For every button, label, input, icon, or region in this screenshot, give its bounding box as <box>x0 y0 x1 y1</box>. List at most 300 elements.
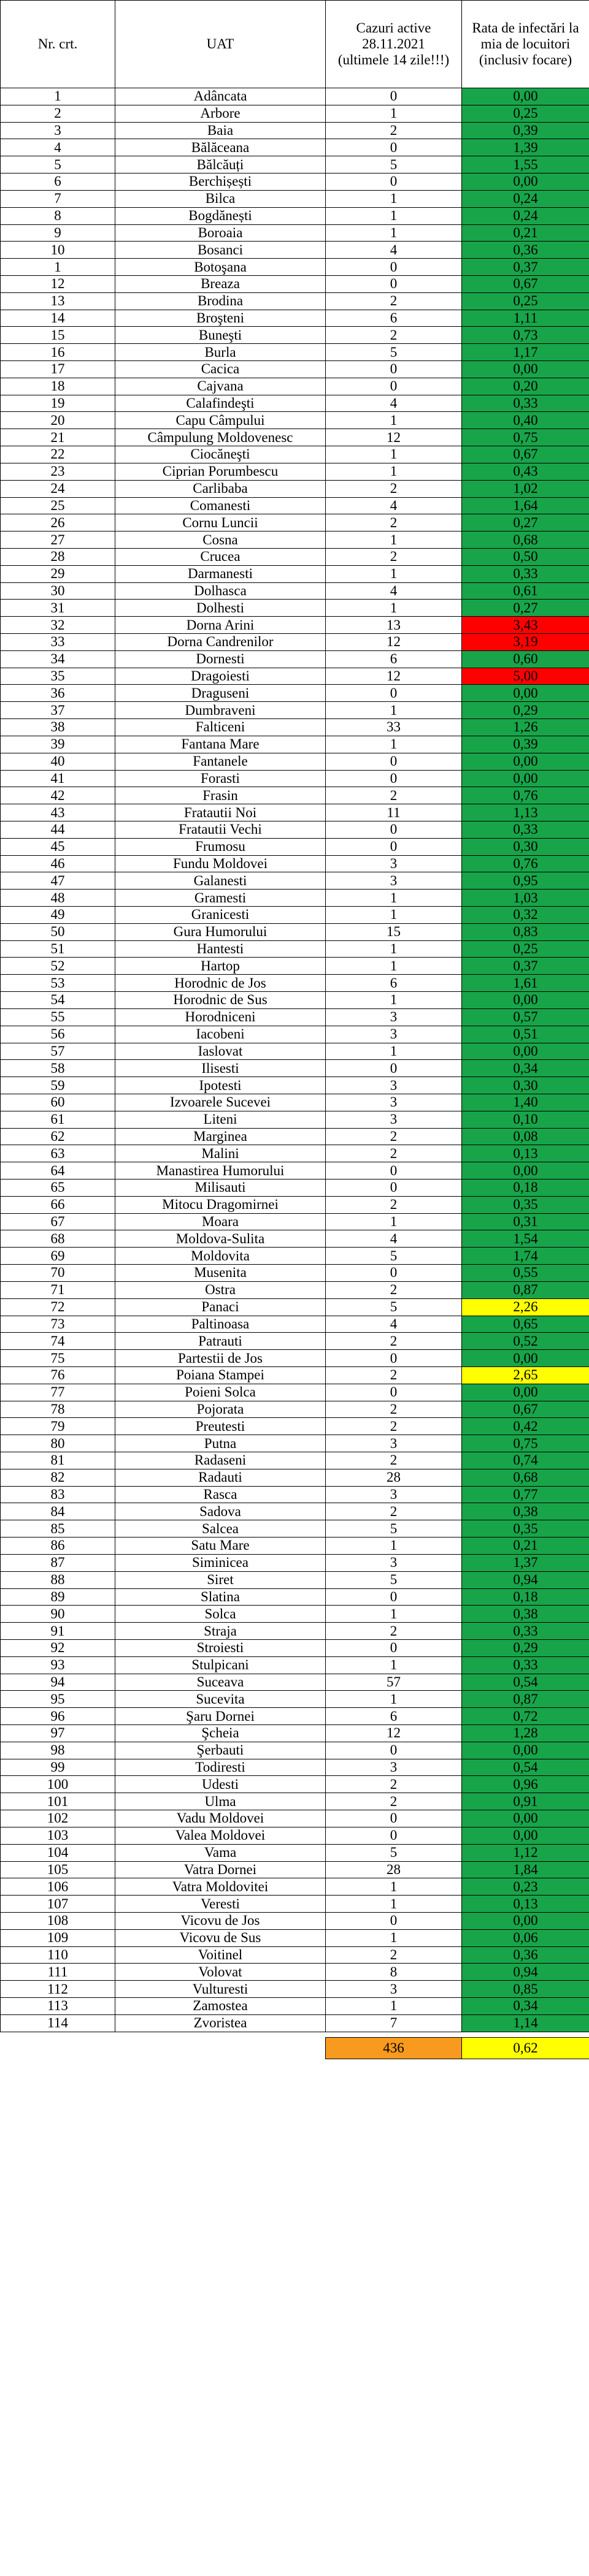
cell-rate: 1,74 <box>462 1248 589 1265</box>
cell-nr: 113 <box>1 1998 115 2015</box>
cell-nr: 25 <box>1 497 115 514</box>
cell-rate: 0,91 <box>462 1793 589 1810</box>
table-row <box>1 463 589 480</box>
cell-nr: 33 <box>1 634 115 651</box>
cell-nr: 95 <box>1 1691 115 1708</box>
cell-rate: 0,18 <box>462 1179 589 1197</box>
cell-rate: 0,54 <box>462 1759 589 1776</box>
cell-cases: 2 <box>326 1776 462 1793</box>
header-nr: Nr. crt. <box>1 1 115 88</box>
cell-nr: 112 <box>1 1981 115 1998</box>
table-row <box>1 1878 589 1896</box>
cell-uat: Putna <box>115 1435 326 1452</box>
cell-uat: Sadova <box>115 1503 326 1520</box>
table-row <box>1 446 589 463</box>
table-row <box>1 1008 589 1026</box>
table-row <box>1 1094 589 1111</box>
cell-nr: 24 <box>1 480 115 497</box>
table-row <box>1 412 589 429</box>
cell-nr: 23 <box>1 463 115 480</box>
cell-nr: 77 <box>1 1384 115 1401</box>
cell-cases: 2 <box>326 548 462 565</box>
table-row <box>1 207 589 224</box>
cell-uat: Adâncata <box>115 88 326 105</box>
cell-uat: Darmanesti <box>115 565 326 582</box>
cell-cases: 1 <box>326 1929 462 1946</box>
cell-nr: 18 <box>1 378 115 395</box>
table-row <box>1 1366 589 1384</box>
cell-nr: 103 <box>1 1827 115 1844</box>
table-row <box>1 890 589 907</box>
cell-rate: 0,23 <box>462 1878 589 1896</box>
cell-rate: 0,25 <box>462 940 589 958</box>
cell-rate: 0,33 <box>462 395 589 412</box>
totals-row <box>1 2037 589 2059</box>
header-uat: UAT <box>115 1 326 88</box>
cell-cases: 5 <box>326 1844 462 1861</box>
cell-cases: 2 <box>326 480 462 497</box>
cell-rate: 2,65 <box>462 1366 589 1384</box>
cell-uat: Slatina <box>115 1588 326 1606</box>
cell-uat: Gura Humorului <box>115 923 326 940</box>
cell-uat: Arbore <box>115 105 326 122</box>
cell-nr: 64 <box>1 1162 115 1179</box>
cell-uat: Stulpicani <box>115 1656 326 1674</box>
cell-rate: 0,96 <box>462 1776 589 1793</box>
cell-rate: 0,85 <box>462 1981 589 1998</box>
cell-uat: Udesti <box>115 1776 326 1793</box>
cell-uat: Dragoiesti <box>115 668 326 685</box>
cell-nr: 108 <box>1 1912 115 1929</box>
table-row <box>1 872 589 890</box>
cell-uat: Bălăceana <box>115 139 326 156</box>
cell-nr: 50 <box>1 923 115 940</box>
cell-rate: 1,11 <box>462 310 589 327</box>
table-row <box>1 1111 589 1128</box>
cell-uat: Manastirea Humorului <box>115 1162 326 1179</box>
cell-rate: 1,13 <box>462 804 589 821</box>
cell-uat: Fratautii Vechi <box>115 821 326 838</box>
cell-nr: 48 <box>1 890 115 907</box>
cell-uat: Solca <box>115 1606 326 1623</box>
cell-nr: 22 <box>1 446 115 463</box>
table-row <box>1 1435 589 1452</box>
table-row <box>1 1026 589 1043</box>
cell-nr: 28 <box>1 548 115 565</box>
table-row <box>1 497 589 514</box>
cell-rate: 0,51 <box>462 1026 589 1043</box>
cell-rate: 1,28 <box>462 1725 589 1742</box>
table-row <box>1 1588 589 1606</box>
cell-uat: Moldova-Sulita <box>115 1230 326 1248</box>
cell-nr: 114 <box>1 2014 115 2032</box>
cell-uat: Siminicea <box>115 1554 326 1571</box>
cell-cases: 2 <box>326 1196 462 1213</box>
cell-uat: Volovat <box>115 1964 326 1981</box>
cell-nr: 10 <box>1 242 115 259</box>
table-row <box>1 1486 589 1503</box>
cell-cases: 1 <box>326 190 462 207</box>
table-row <box>1 1401 589 1418</box>
cell-nr: 71 <box>1 1281 115 1298</box>
cell-nr: 58 <box>1 1060 115 1077</box>
cell-uat: Brodina <box>115 292 326 310</box>
cell-cases: 2 <box>326 1452 462 1469</box>
cell-uat: Cajvana <box>115 378 326 395</box>
cell-rate: 0,21 <box>462 1538 589 1555</box>
cell-cases: 0 <box>326 275 462 292</box>
table-row <box>1 1265 589 1282</box>
cell-nr: 111 <box>1 1964 115 1981</box>
totals-blank-2 <box>115 2037 326 2059</box>
cell-rate: 0,00 <box>462 173 589 191</box>
cell-rate: 0,37 <box>462 259 589 276</box>
cell-cases: 2 <box>326 1418 462 1435</box>
cell-nr: 63 <box>1 1145 115 1162</box>
cell-cases: 12 <box>326 1725 462 1742</box>
table-row <box>1 1384 589 1401</box>
cell-uat: Vatra Moldovitei <box>115 1878 326 1896</box>
cell-rate: 0,95 <box>462 872 589 890</box>
cell-nr: 47 <box>1 872 115 890</box>
cell-uat: Ciprian Porumbescu <box>115 463 326 480</box>
cell-uat: Suceava <box>115 1674 326 1691</box>
cell-cases: 0 <box>326 1639 462 1656</box>
table-row <box>1 907 589 924</box>
cell-nr: 35 <box>1 668 115 685</box>
cell-cases: 3 <box>326 855 462 872</box>
cell-cases: 4 <box>326 1230 462 1248</box>
cell-rate: 0,33 <box>462 821 589 838</box>
cell-rate: 0,50 <box>462 548 589 565</box>
cell-cases: 1 <box>326 736 462 753</box>
cell-cases: 2 <box>326 514 462 532</box>
cell-cases: 1 <box>326 702 462 719</box>
cell-rate: 0,30 <box>462 838 589 855</box>
cell-nr: 85 <box>1 1520 115 1538</box>
cell-cases: 57 <box>326 1674 462 1691</box>
table-row <box>1 1128 589 1145</box>
cell-uat: Milisauti <box>115 1179 326 1197</box>
cell-rate: 0,61 <box>462 582 589 600</box>
table-row <box>1 139 589 156</box>
cell-rate: 0,33 <box>462 565 589 582</box>
cell-rate: 0,27 <box>462 600 589 617</box>
cell-uat: Crucea <box>115 548 326 565</box>
cell-cases: 6 <box>326 975 462 992</box>
cell-cases: 3 <box>326 1094 462 1111</box>
cell-uat: Breaza <box>115 275 326 292</box>
table-row <box>1 1759 589 1776</box>
cell-uat: Iacobeni <box>115 1026 326 1043</box>
cell-cases: 3 <box>326 1981 462 1998</box>
cell-nr: 84 <box>1 1503 115 1520</box>
cell-nr: 107 <box>1 1896 115 1913</box>
table-row <box>1 617 589 634</box>
cell-rate: 0,38 <box>462 1606 589 1623</box>
cell-nr: 52 <box>1 958 115 975</box>
cell-nr: 53 <box>1 975 115 992</box>
cell-cases: 1 <box>326 1538 462 1555</box>
cell-uat: Dolhesti <box>115 600 326 617</box>
cell-nr: 101 <box>1 1793 115 1810</box>
cell-nr: 29 <box>1 565 115 582</box>
table-row <box>1 429 589 446</box>
cell-rate: 0,87 <box>462 1281 589 1298</box>
cell-uat: Forasti <box>115 770 326 787</box>
cell-nr: 76 <box>1 1366 115 1384</box>
cell-uat: Preutesti <box>115 1418 326 1435</box>
table-row <box>1 1929 589 1946</box>
cell-cases: 13 <box>326 617 462 634</box>
cell-nr: 13 <box>1 292 115 310</box>
cell-cases: 0 <box>326 1588 462 1606</box>
cell-uat: Ilisesti <box>115 1060 326 1077</box>
table-row <box>1 548 589 565</box>
cell-uat: Vicovu de Jos <box>115 1912 326 1929</box>
table-row <box>1 190 589 207</box>
table-row <box>1 156 589 173</box>
cell-nr: 45 <box>1 838 115 855</box>
cell-uat: Voitinel <box>115 1946 326 1964</box>
table-row <box>1 1538 589 1555</box>
table-row <box>1 1708 589 1725</box>
cell-rate: 1,03 <box>462 890 589 907</box>
cell-rate: 0,57 <box>462 1008 589 1026</box>
cell-nr: 55 <box>1 1008 115 1026</box>
cell-uat: Bălcăuți <box>115 156 326 173</box>
cell-cases: 0 <box>326 1742 462 1759</box>
cell-rate: 0,68 <box>462 1469 589 1486</box>
cell-nr: 69 <box>1 1248 115 1265</box>
totals-blank-1 <box>1 2037 115 2059</box>
cell-cases: 12 <box>326 429 462 446</box>
cell-rate: 0,31 <box>462 1213 589 1230</box>
table-row <box>1 1827 589 1844</box>
cell-uat: Radauti <box>115 1469 326 1486</box>
table-row <box>1 1350 589 1367</box>
cell-rate: 0,00 <box>462 685 589 702</box>
table-row <box>1 378 589 395</box>
cell-nr: 6 <box>1 173 115 191</box>
cell-uat: Frasin <box>115 787 326 804</box>
cell-cases: 2 <box>326 1333 462 1350</box>
cell-cases: 0 <box>326 770 462 787</box>
cell-rate: 1,84 <box>462 1861 589 1878</box>
cell-nr: 82 <box>1 1469 115 1486</box>
cell-nr: 12 <box>1 275 115 292</box>
cell-uat: Straja <box>115 1623 326 1640</box>
cell-uat: Şcheia <box>115 1725 326 1742</box>
cell-uat: Granicesti <box>115 907 326 924</box>
table-row <box>1 736 589 753</box>
cell-cases: 12 <box>326 634 462 651</box>
cell-nr: 42 <box>1 787 115 804</box>
cell-rate: 0,35 <box>462 1520 589 1538</box>
cell-rate: 0,76 <box>462 855 589 872</box>
cell-cases: 2 <box>326 1503 462 1520</box>
cell-nr: 94 <box>1 1674 115 1691</box>
cell-uat: Dolhasca <box>115 582 326 600</box>
cell-uat: Panaci <box>115 1298 326 1316</box>
cell-cases: 0 <box>326 821 462 838</box>
table-row <box>1 1452 589 1469</box>
cell-cases: 1 <box>326 532 462 549</box>
cell-cases: 1 <box>326 992 462 1009</box>
cell-rate: 0,73 <box>462 327 589 344</box>
table-row <box>1 275 589 292</box>
table-row <box>1 122 589 139</box>
cell-uat: Sucevita <box>115 1691 326 1708</box>
cell-rate: 0,67 <box>462 1401 589 1418</box>
table-row <box>1 1060 589 1077</box>
cell-nr: 7 <box>1 190 115 207</box>
table-row <box>1 310 589 327</box>
table-row <box>1 1230 589 1248</box>
table-row <box>1 600 589 617</box>
table-row <box>1 582 589 600</box>
cell-uat: Moara <box>115 1213 326 1230</box>
cell-uat: Baia <box>115 122 326 139</box>
cell-nr: 100 <box>1 1776 115 1793</box>
table-row <box>1 1946 589 1964</box>
table-row <box>1 292 589 310</box>
cell-rate: 0,60 <box>462 650 589 668</box>
cell-nr: 59 <box>1 1077 115 1094</box>
cell-uat: Veresti <box>115 1896 326 1913</box>
cell-cases: 0 <box>326 361 462 378</box>
cell-rate: 1,40 <box>462 1094 589 1111</box>
cell-cases: 2 <box>326 1946 462 1964</box>
cell-cases: 3 <box>326 1435 462 1452</box>
cell-cases: 3 <box>326 1008 462 1026</box>
cell-nr: 105 <box>1 1861 115 1878</box>
table-header-row <box>1 1 589 88</box>
cell-uat: Fundu Moldovei <box>115 855 326 872</box>
table-row <box>1 1316 589 1333</box>
cell-rate: 0,68 <box>462 532 589 549</box>
cell-cases: 5 <box>326 1571 462 1588</box>
cell-nr: 60 <box>1 1094 115 1111</box>
cell-nr: 16 <box>1 344 115 361</box>
cell-uat: Izvoarele Sucevei <box>115 1094 326 1111</box>
cell-rate: 1,54 <box>462 1230 589 1248</box>
cell-rate: 0,55 <box>462 1265 589 1282</box>
cell-rate: 0,36 <box>462 242 589 259</box>
cell-rate: 0,72 <box>462 1708 589 1725</box>
cell-rate: 1,61 <box>462 975 589 992</box>
table-row <box>1 1674 589 1691</box>
cell-uat: Botoşana <box>115 259 326 276</box>
cell-rate: 0,94 <box>462 1571 589 1588</box>
cell-rate: 0,87 <box>462 1691 589 1708</box>
cell-rate: 0,94 <box>462 1964 589 1981</box>
table-row <box>1 804 589 821</box>
cell-rate: 0,24 <box>462 207 589 224</box>
total-rate: 0,62 <box>462 2037 589 2059</box>
cell-cases: 33 <box>326 719 462 736</box>
cell-nr: 104 <box>1 1844 115 1861</box>
cell-rate: 0,39 <box>462 736 589 753</box>
cell-nr: 36 <box>1 685 115 702</box>
table-row <box>1 1077 589 1094</box>
cell-cases: 4 <box>326 497 462 514</box>
cell-uat: Vicovu de Sus <box>115 1929 326 1946</box>
table-row <box>1 975 589 992</box>
cell-uat: Şerbauti <box>115 1742 326 1759</box>
cell-rate: 0,00 <box>462 992 589 1009</box>
table-row <box>1 173 589 191</box>
table-row <box>1 838 589 855</box>
table-row <box>1 1469 589 1486</box>
cell-cases: 3 <box>326 1759 462 1776</box>
cell-nr: 74 <box>1 1333 115 1350</box>
cell-nr: 72 <box>1 1298 115 1316</box>
cell-nr: 54 <box>1 992 115 1009</box>
table-row <box>1 1725 589 1742</box>
cell-rate: 1,39 <box>462 139 589 156</box>
table-row <box>1 1793 589 1810</box>
cell-cases: 5 <box>326 1248 462 1265</box>
cell-nr: 1 <box>1 88 115 105</box>
cell-cases: 11 <box>326 804 462 821</box>
cell-rate: 0,33 <box>462 1656 589 1674</box>
cell-nr: 83 <box>1 1486 115 1503</box>
table-row <box>1 1964 589 1981</box>
cell-uat: Gramesti <box>115 890 326 907</box>
table-row <box>1 395 589 412</box>
cell-rate: 0,35 <box>462 1196 589 1213</box>
cell-nr: 66 <box>1 1196 115 1213</box>
cell-nr: 62 <box>1 1128 115 1145</box>
cell-rate: 0,30 <box>462 1077 589 1094</box>
cell-nr: 17 <box>1 361 115 378</box>
cell-uat: Marginea <box>115 1128 326 1145</box>
table-row <box>1 958 589 975</box>
table-row <box>1 105 589 122</box>
cell-rate: 0,67 <box>462 275 589 292</box>
cell-uat: Draguseni <box>115 685 326 702</box>
cell-rate: 0,21 <box>462 224 589 242</box>
cell-nr: 97 <box>1 1725 115 1742</box>
cell-uat: Pojorata <box>115 1401 326 1418</box>
table-row <box>1 1248 589 1265</box>
cell-rate: 0,00 <box>462 753 589 770</box>
cell-uat: Boroaia <box>115 224 326 242</box>
cell-uat: Fantanele <box>115 753 326 770</box>
cell-cases: 5 <box>326 1298 462 1316</box>
table-row <box>1 344 589 361</box>
cell-rate: 0,38 <box>462 1503 589 1520</box>
cell-rate: 0,76 <box>462 787 589 804</box>
table-row <box>1 702 589 719</box>
cell-rate: 1,02 <box>462 480 589 497</box>
cell-cases: 0 <box>326 1827 462 1844</box>
cell-rate: 0,65 <box>462 1316 589 1333</box>
table-body <box>1 88 589 2032</box>
cell-rate: 0,00 <box>462 1810 589 1827</box>
table-row <box>1 259 589 276</box>
cell-nr: 96 <box>1 1708 115 1725</box>
cell-uat: Satu Mare <box>115 1538 326 1555</box>
cell-rate: 0,00 <box>462 88 589 105</box>
cell-nr: 2 <box>1 105 115 122</box>
cell-rate: 3,19 <box>462 634 589 651</box>
table-row <box>1 1606 589 1623</box>
cell-nr: 41 <box>1 770 115 787</box>
cell-uat: Hartop <box>115 958 326 975</box>
cell-uat: Musenita <box>115 1265 326 1282</box>
